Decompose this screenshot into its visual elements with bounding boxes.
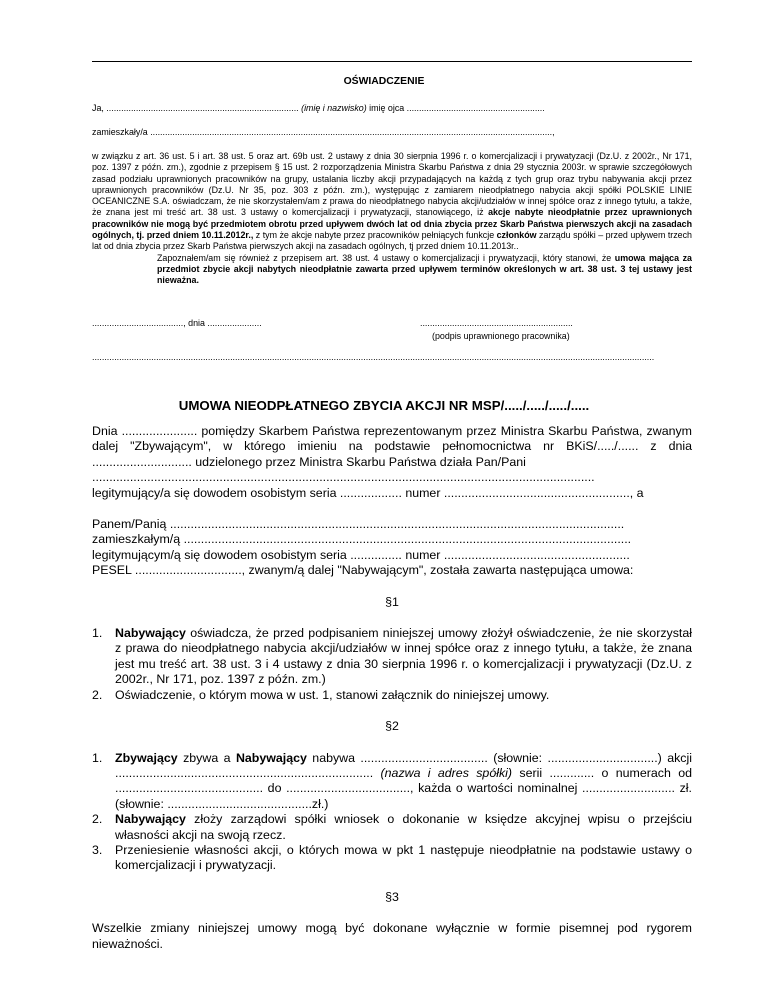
party-line: zamieszkałym/ą .................................................................................................................................. [92, 532, 632, 547]
list-item: 2. Nabywający złoży zarządowi spółki wniosek o dokonanie w księdze akcyjnej wpisu o przejściu własności akcji na swoją rzecz. [92, 812, 692, 842]
section-1-list [92, 626, 692, 703]
section-3-title: §3 [385, 889, 399, 904]
list-item: 1. Zbywający zbywa a Nabywający nabywa ..................................... (słownie: ................................) akcji ........................................................................... (nazwa i adres spółki) serii ............. o numerach od ........................................... do ...................................., każda o wartości nominalnej ........................... zł. (słownie: ..........................................zł.) [92, 750, 692, 811]
list-item: 1. Nabywający oświadcza, że przed podpisaniem niniejszej umowy złożył oświadczenie, że nie skorzystał z prawa do nieodpłatnego nabycia akcji/udziałów w innej spółce oraz z innego tytułu, a także, że znana jest mu treść art. 38 ust. 3 i 4 ustawy z dnia 30 sierpnia 1996 r. o komercjalizacji i prywatyzacji (Dz.U. z 2002r., Nr 171, poz. 1397 z późn. zm.) [92, 626, 692, 687]
intro-line: .................................................................................................................................................. [92, 470, 595, 485]
party-line: Panem/Panią .................................................................................................................................... [92, 517, 625, 532]
contract-parties [92, 517, 692, 579]
statement-paragraph-1: w związku z art. 36 ust. 5 i art. 38 ust. 5 oraz art. 69b ust. 2 ustawy z dnia 30 sierpnia 1996 r. o komercjalizacji i prywatyzacji (Dz.U. z 2002r., Nr 171, poz. 1397 z późn. zm.), zgodnie z przepisem § 15 ust. 2 rozporządzenia Ministra Skarbu Państwa z dnia 29 stycznia 2003r. w sprawie szczegółowych zasad podziału uprawnionych pracowników na grupy, ustalania liczby akcji przypadających na każdą z tych grup oraz trybu nabywania akcji przez uprawnionych pracowników (Dz.U. Nr 35, poz. 303 z późn. zm.), występując z zamiarem nieodpłatnego nabycia akcji spółki POLSKIE LINIE OCEANICZNE S.A. oświadczam, że nie skorzystałem/am z prawa do nieodpłatnego nabycia akcji/udziałów w innej spółce oraz z innego tytułu, a także, że znana jest mi treść art. 38 ust. 3 ustawy o komercjalizacji i prywatyzacji, stanowiącego, iż akcje nabyte nieodpłatnie przez uprawnionych pracowników nie mogą być przedmiotem obrotu przed upływem dwóch lat od dnia zbycia przez Skarb Państwa pierwszych akcji na zasadach ogólnych, tj. przed dniem 10.11.2012r., z tym że akcje nabyte przez pracowników pełniących funkcje członków zarządu spółki – przed upływem trzech lat od dnia zbycia przez Skarb Państwa pierwszych akcji na zasadach ogólnych, tj przed dniem 10.11.2013r.. [92, 151, 692, 252]
statement-body [92, 151, 692, 287]
statement-paragraph-2: Zapoznałem/am się również z przepisem art. 38 ust. 4 ustawy o komercjalizacji i prywatyzacji, który stanowi, że umowa mająca za przedmiot zbycie akcji nabytych nieodpłatnie zawarta przed upływem terminów określonych w art. 38 ust. 3 tej ustawy jest nieważna. [157, 252, 692, 286]
intro-line: Dnia ...................... pomiędzy Skarbem Państwa reprezentowanym przez Ministra Skarbu Państwa, zwanym dalej "Zbywającym", w którego imieniu na podstawie pełnomocnictwa nr BKiS/...../...... z dnia ............................. udzielonego przez Ministra Skarbu Państwa działa Pan/Pani [92, 424, 692, 469]
statement-title: OŚWIADCZENIE [343, 76, 425, 87]
party-line: PESEL ..............................., zwanym/ą dalej "Nabywającym", została zawarta następująca umowa: [92, 563, 634, 578]
section-1-title: §1 [385, 594, 399, 609]
cut-separator: .................................................................................................................................................................................................................................... [92, 352, 655, 362]
place-date-field: ....................................., dnia ...................... [92, 318, 262, 328]
statement-address-line: zamieszkały/a ..................................................................................................................................................................., [92, 127, 555, 137]
signature-caption: (podpis uprawnionego pracownika) [432, 331, 570, 341]
section-2-list [92, 751, 692, 874]
contract-intro [92, 424, 692, 501]
section-3-text: Wszelkie zmiany niniejszej umowy mogą być dokonane wyłącznie w formie pisemnej pod rygorem nieważności. [92, 921, 692, 951]
list-item: 3. Przeniesienie własności akcji, o których mowa w pkt 1 następuje nieodpłatnie na podstawie ustawy o komercjalizacji i prywatyzacji. [92, 842, 692, 873]
contract-title: UMOWA NIEODPŁATNEGO ZBYCIA AKCJI NR MSP/...../...../...../..... [178, 398, 590, 413]
contract-body [92, 424, 692, 952]
top-rule [92, 61, 692, 62]
statement-name-line: Ja, .............................................................................. (imię i nazwisko) imię ojca ........................................................ [92, 103, 545, 113]
party-line: legitymującym/ą się dowodem osobistym seria ............... numer ...................................................... [92, 547, 630, 562]
section-2-title: §2 [385, 719, 399, 734]
list-item: 2. Oświadczenie, o którym mowa w ust. 1, stanowi załącznik do niniejszej umowy. [92, 687, 550, 702]
signature-line: .............................................................. [420, 318, 573, 328]
intro-line: legitymujący/a się dowodem osobistym seria .................. numer ......................................................, a [92, 485, 644, 500]
